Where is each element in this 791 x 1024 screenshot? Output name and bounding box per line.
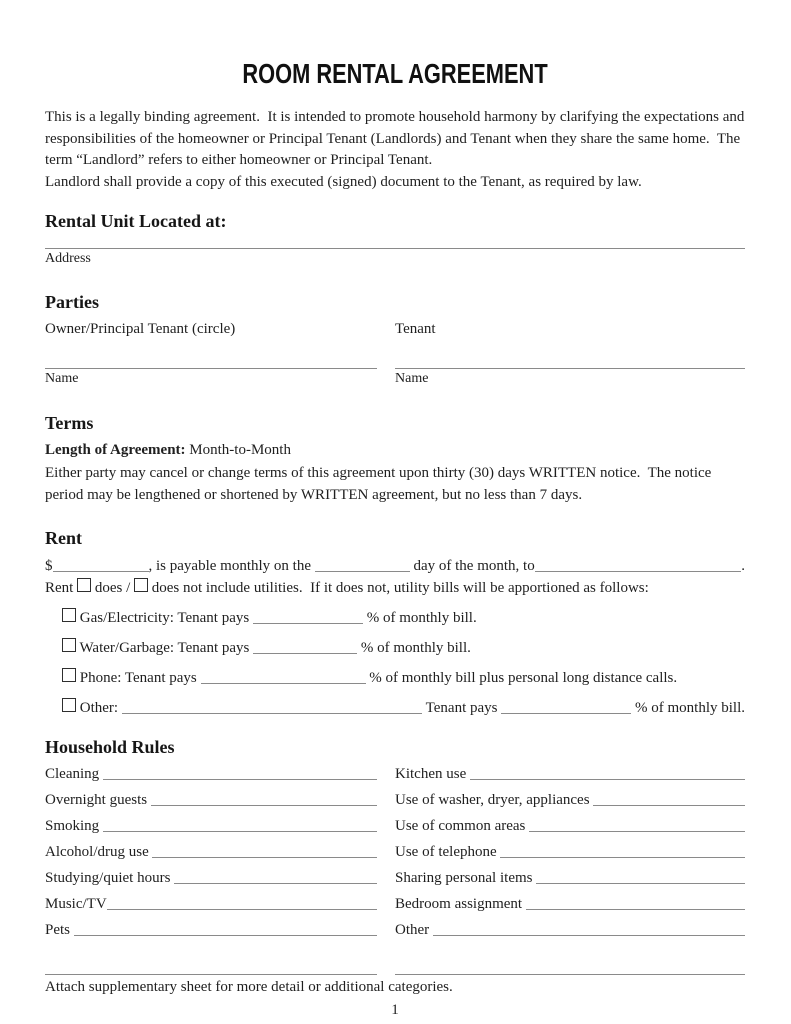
length-of-agreement-label: Length of Agreement:: [45, 442, 190, 458]
rule-fill-line[interactable]: [103, 767, 377, 780]
length-of-agreement-row: [45, 440, 745, 461]
rent-amount-fill-line[interactable]: [53, 559, 149, 572]
water-garbage-label: Water/Garbage: Tenant pays: [76, 640, 254, 656]
rule-fill-line[interactable]: [526, 897, 745, 910]
currency-symbol: $: [45, 558, 53, 574]
rule-label: Overnight guests: [45, 792, 151, 808]
rule-row-smoking: [45, 817, 377, 843]
gas-electricity-percent-fill-line[interactable]: [253, 611, 363, 624]
rule-fill-line[interactable]: [536, 871, 745, 884]
rule-row-studying-quiet-hours: [45, 869, 377, 895]
extra-fill-line-right[interactable]: [395, 959, 745, 975]
rule-fill-line[interactable]: [529, 819, 745, 832]
rule-label: Cleaning: [45, 766, 103, 782]
rule-row-other: [395, 921, 745, 947]
tenant-name-label: Name: [395, 371, 429, 386]
rent-utilities-does-label: does: [91, 580, 123, 596]
water-garbage-percent-fill-line[interactable]: [253, 641, 357, 654]
phone-percent-fill-line[interactable]: [201, 671, 366, 684]
rule-fill-line[interactable]: [470, 767, 745, 780]
intro-paragraph-2: Landlord shall provide a copy of this executed (signed) document to the Tenant, as required by law.: [45, 173, 642, 190]
rule-row-alcohol-drug-use: [45, 843, 377, 869]
rule-fill-line[interactable]: [500, 845, 745, 858]
rule-fill-line[interactable]: [152, 845, 377, 858]
document-title: ROOM RENTAL AGREEMENT: [242, 58, 548, 89]
rule-label: Use of washer, dryer, appliances: [395, 792, 594, 808]
rule-row-cleaning: [45, 765, 377, 791]
rule-label: Use of common areas: [395, 818, 530, 834]
extra-fill-line-left[interactable]: [45, 959, 377, 975]
rule-label: Music/TV: [45, 896, 107, 912]
rule-row-overnight-guests: [45, 791, 377, 817]
supplementary-note: Attach supplementary sheet for more detail or additional categories.: [45, 979, 453, 995]
rule-fill-line[interactable]: [174, 871, 377, 884]
other-utility-mid: Tenant pays: [422, 700, 502, 716]
rule-row-pets: [45, 921, 377, 947]
tenant-label: Tenant: [395, 321, 436, 337]
rule-label: Other: [395, 922, 433, 938]
gas-electricity-suffix: % of monthly bill.: [362, 610, 477, 626]
phone-checkbox[interactable]: [62, 668, 76, 682]
gas-electricity-label: Gas/Electricity: Tenant pays: [76, 610, 253, 626]
gas-electricity-row: [45, 608, 745, 629]
rule-fill-line[interactable]: [433, 923, 745, 936]
rule-label: Bedroom assignment: [395, 896, 526, 912]
rule-label: Studying/quiet hours: [45, 870, 175, 886]
intro-paragraph-1: This is a legally binding agreement. It is intended to promote household harmony by clarifying the expectations and responsibilities of the homeowner or Principal Tenant (Landlords) and Tenant when they share the same home. The term “Landlord” refers to either homeowner or Principal Tenant.: [45, 109, 749, 168]
section-heading-rental-unit: Rental Unit Located at:: [45, 211, 227, 231]
gas-electricity-checkbox[interactable]: [62, 608, 76, 622]
rule-row-kitchen-use: [395, 765, 745, 791]
phone-suffix: % of monthly bill plus personal long distance calls.: [365, 670, 678, 686]
rent-utilities-text-rest: does not include utilities. If it does not, utility bills will be apportioned as follows:: [148, 580, 649, 596]
water-garbage-suffix: % of monthly bill.: [357, 640, 471, 656]
other-utility-suffix: % of monthly bill.: [631, 700, 745, 716]
other-utility-checkbox[interactable]: [62, 698, 76, 712]
rule-row-common-areas: [395, 817, 745, 843]
rule-label: Smoking: [45, 818, 103, 834]
rule-row-washer-dryer: [395, 791, 745, 817]
phone-label: Phone: Tenant pays: [76, 670, 201, 686]
rule-fill-line[interactable]: [74, 923, 377, 936]
rent-does-include-checkbox[interactable]: [77, 578, 91, 592]
rent-payable-period: .: [741, 558, 745, 574]
other-utility-percent-fill-line[interactable]: [501, 701, 631, 714]
rule-fill-line[interactable]: [107, 897, 377, 910]
rule-label: Sharing personal items: [395, 870, 537, 886]
rent-payable-text-2: day of the month, to: [409, 558, 535, 574]
other-utility-row: [45, 698, 745, 719]
rent-utilities-text-pre: Rent: [45, 580, 78, 596]
water-garbage-checkbox[interactable]: [62, 638, 76, 652]
rule-fill-line[interactable]: [151, 793, 377, 806]
rent-day-fill-line[interactable]: [315, 559, 410, 572]
owner-name-fill-line[interactable]: [45, 353, 377, 369]
rent-payable-text-1: , is payable monthly on the: [148, 558, 315, 574]
household-rules-grid: [45, 765, 745, 947]
rule-label: Kitchen use: [395, 766, 470, 782]
phone-row: [45, 668, 745, 689]
tenant-name-fill-line[interactable]: [395, 353, 745, 369]
extra-blank-row: [45, 959, 745, 975]
other-utility-fill-line[interactable]: [122, 701, 422, 714]
rule-row-bedroom-assignment: [395, 895, 745, 921]
other-utility-label: Other:: [76, 700, 122, 716]
rent-utilities-row: [45, 578, 745, 599]
rent-does-not-include-checkbox[interactable]: [134, 578, 148, 592]
section-heading-rent: Rent: [45, 528, 82, 548]
rule-fill-line[interactable]: [593, 793, 745, 806]
rule-row-sharing-personal-items: [395, 869, 745, 895]
page-number: 1: [391, 1002, 399, 1018]
length-of-agreement-value: Month-to-Month: [189, 442, 291, 458]
section-heading-household-rules: Household Rules: [45, 737, 175, 757]
address-label: Address: [45, 251, 91, 266]
rule-label: Use of telephone: [395, 844, 501, 860]
section-heading-parties: Parties: [45, 292, 99, 312]
rule-label: Alcohol/drug use: [45, 844, 153, 860]
section-heading-terms: Terms: [45, 413, 94, 433]
terms-paragraph: Either party may cancel or change terms of this agreement upon thirty (30) days WRITTEN notice. The notice period may be lengthened or shortened by WRITTEN agreement, but no less than 7 days.: [45, 465, 716, 503]
address-fill-line[interactable]: [45, 235, 745, 249]
rule-row-music-tv: [45, 895, 377, 921]
rent-payable-row: [45, 556, 745, 577]
rule-row-telephone: [395, 843, 745, 869]
rule-fill-line[interactable]: [103, 819, 377, 832]
rule-label: Pets: [45, 922, 74, 938]
rent-utilities-slash: /: [122, 580, 135, 596]
owner-principal-tenant-label: Owner/Principal Tenant (circle): [45, 321, 236, 337]
water-garbage-row: [45, 638, 745, 659]
rent-payee-fill-line[interactable]: [535, 559, 742, 572]
owner-name-label: Name: [45, 371, 79, 386]
